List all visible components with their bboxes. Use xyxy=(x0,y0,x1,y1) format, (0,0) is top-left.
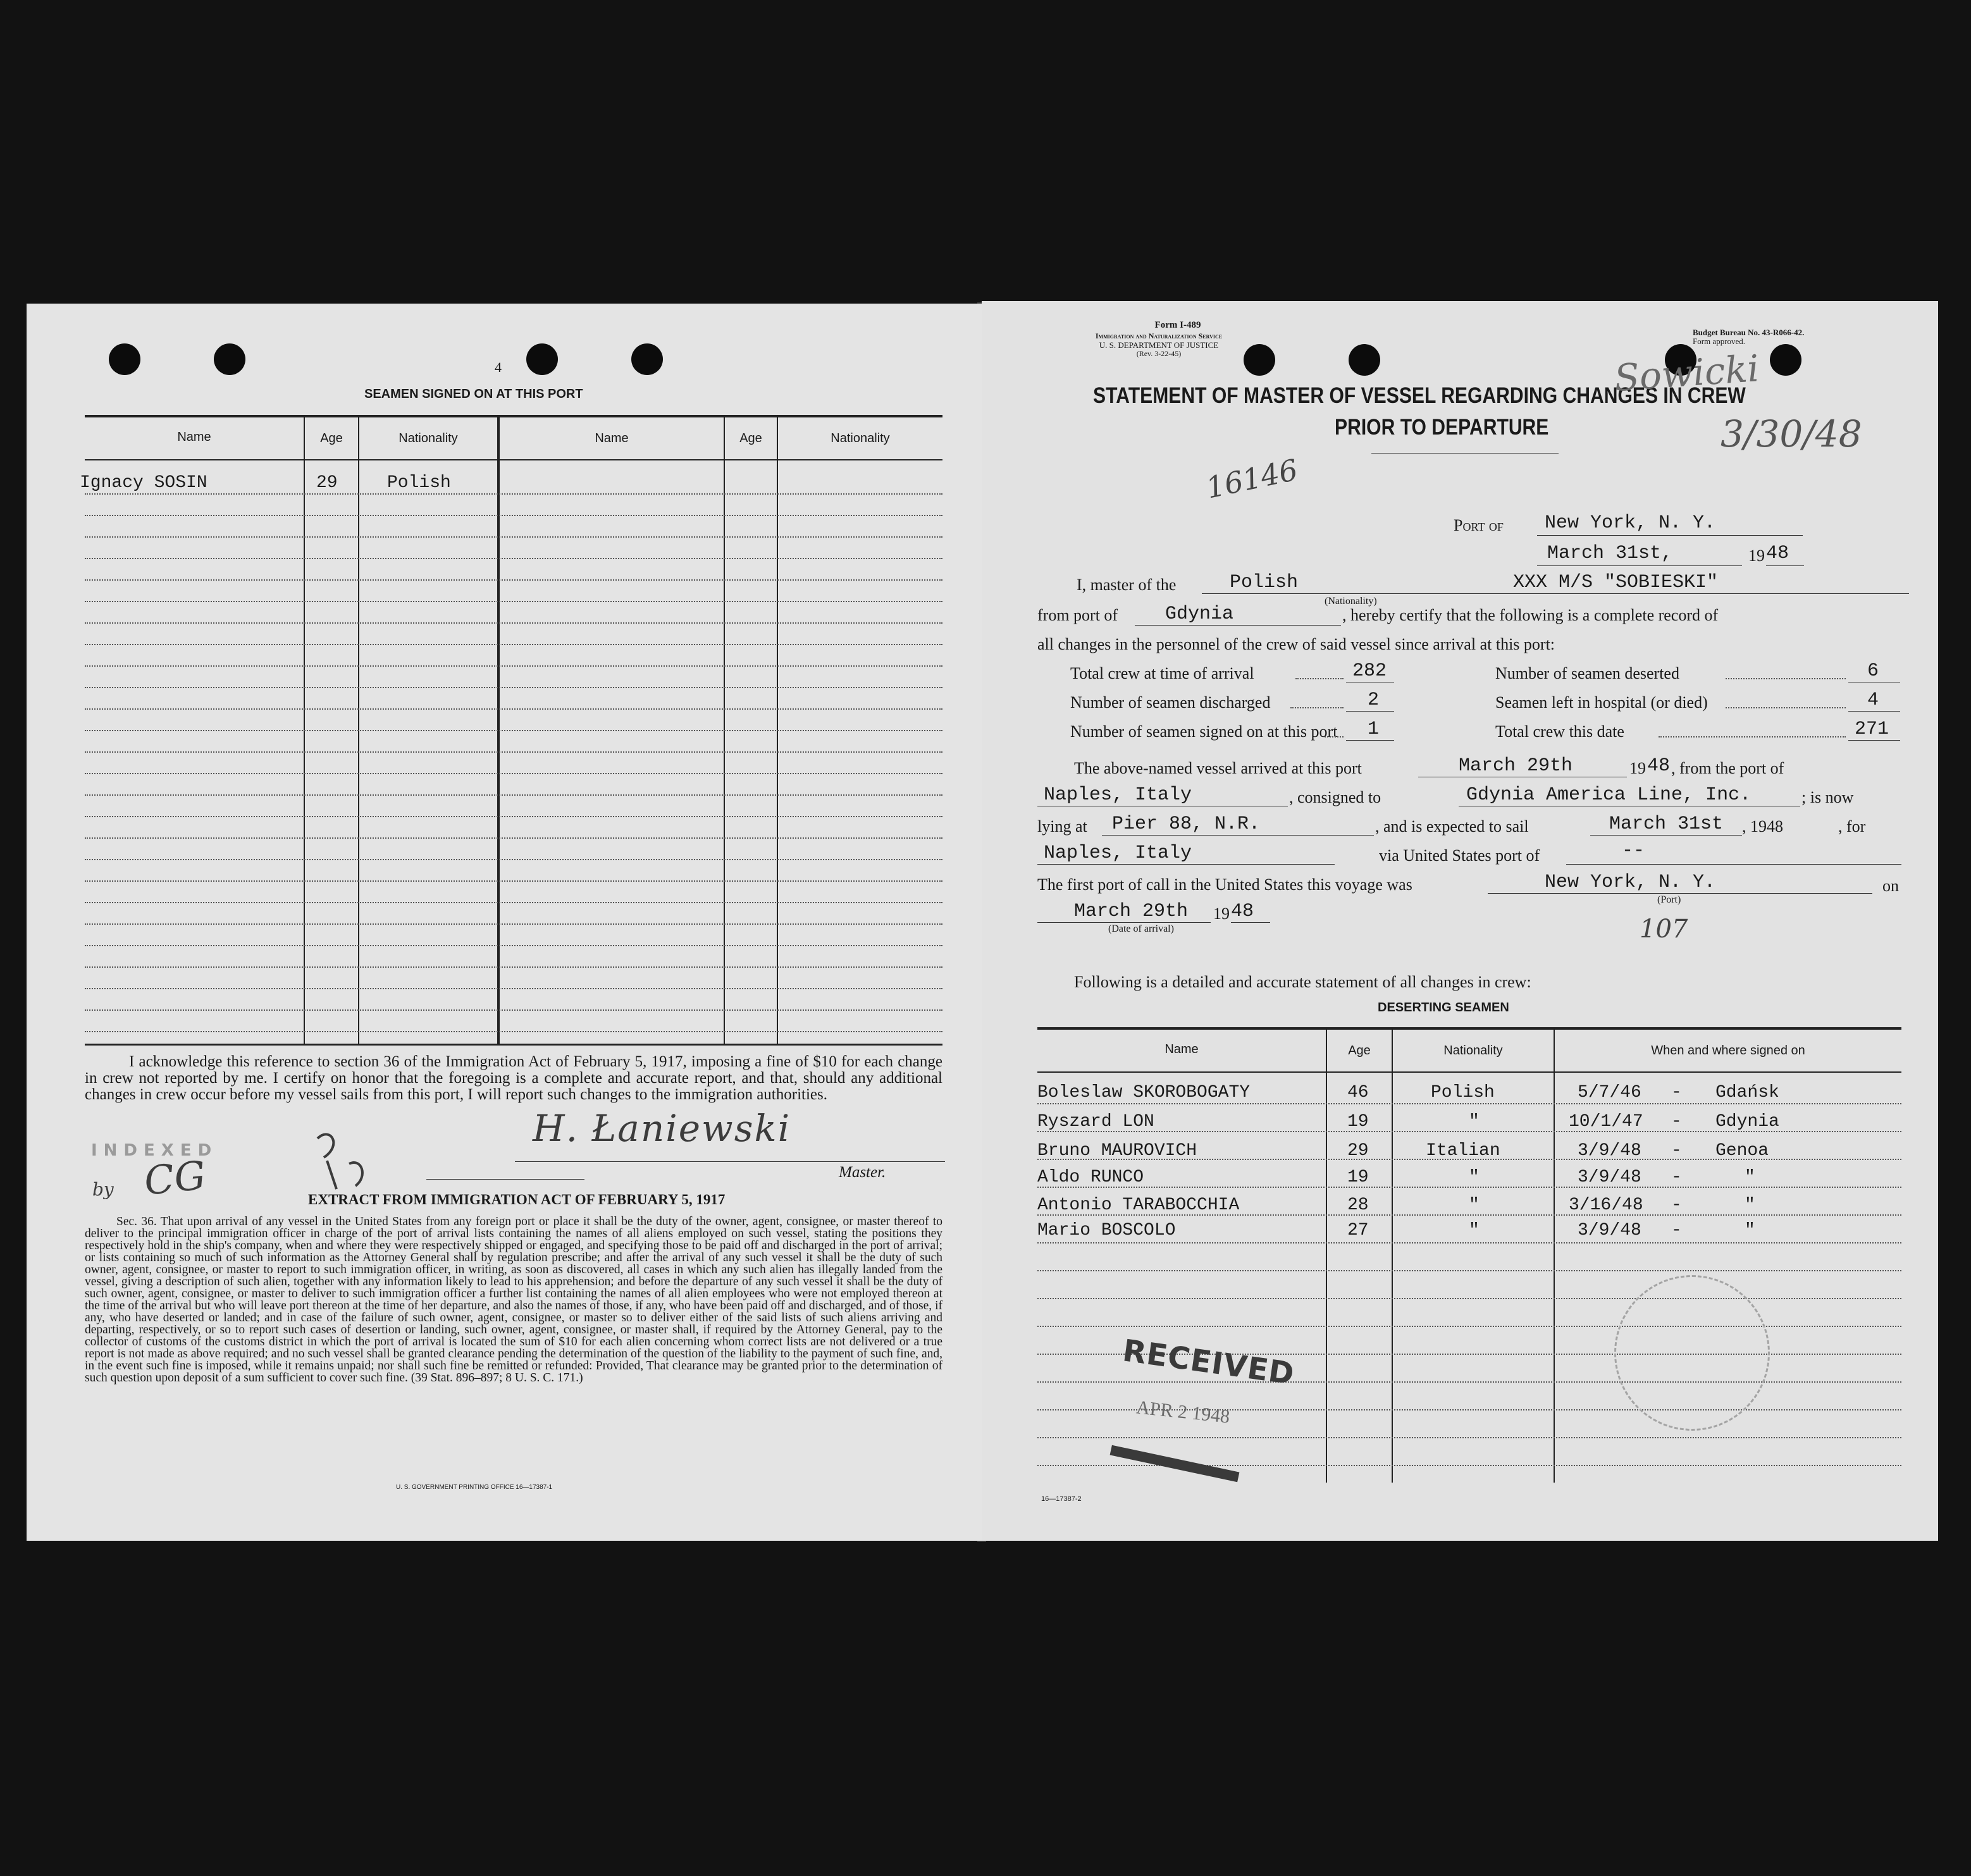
ruled-line xyxy=(85,644,942,645)
ruled-line xyxy=(85,859,942,860)
first-port-label: The first port of call in the United States this voyage was xyxy=(1037,875,1412,894)
received-stamp: RECEIVED xyxy=(1120,1333,1297,1392)
lying-value: Pier 88, N.R. xyxy=(1112,813,1261,835)
arrived-label: The above-named vessel arrived at this port xyxy=(1074,759,1362,777)
ruled-line xyxy=(85,687,942,688)
stat-label: Total crew at time of arrival xyxy=(1070,664,1254,682)
deserter-nationality: " xyxy=(1469,1112,1480,1132)
signed-on-place: " xyxy=(1745,1221,1755,1240)
ruled-line xyxy=(1037,1381,1901,1383)
form-footer: 16—17387-2 xyxy=(1041,1495,1082,1503)
punch-hole xyxy=(214,343,245,375)
stat-value: 271 xyxy=(1855,719,1889,740)
sail-year: , 1948 xyxy=(1742,817,1783,836)
page-number: 4 xyxy=(495,359,502,375)
ruled-line xyxy=(85,923,942,925)
col-header: Nationality xyxy=(399,431,458,445)
ruled-line xyxy=(85,902,942,903)
deserter-name: Boleslaw SKOROBOGATY xyxy=(1037,1083,1251,1102)
date-caption: (Date of arrival) xyxy=(1108,923,1174,934)
signed-on-place: Gdynia xyxy=(1715,1112,1779,1132)
deserter-age: 29 xyxy=(1347,1141,1369,1161)
deserter-age: 27 xyxy=(1347,1221,1369,1240)
ruled-line xyxy=(85,794,942,796)
extract-text: Sec. 36. That upon arrival of any vessel in the United States from any foreign port or place it shall be the duty of the owner, agent, consignee, or master thereof to deliver to the principal immigration officer in charge of the port of arrival lists containing the names of all aliens employed on such vessel, stating the positions they respectively hold in the ship's company, when and where they were respectively shipped or engaged, and specifying those to be paid off and discharged in the port of arrival; or lists containing so much of such information as the Attorney General shall by regulation prescribe; and after the arrival of any such vessel it shall be the duty of such owner, agent, consignee, or master to report to such immigration officer, in writing, as soon as discovered, all cases in which any such alien has illegally landed from the vessel, giving a description of such alien, together with any information likely to lead to his apprehension; and before the departure of any such vessel it shall be the duty of such owner, agent, consignee, or master to deliver to such immigration officer a further list containing the names of all alien employees who were not employed thereon at the time of the arrival but who will leave port thereon at the time of her departure, and also the names of those, if any, who have been paid off and discharged, and of those, if any, who have deserted or landed; and in case of the failure of such owner, agent, consignee, or master so to deliver either of the said lists of such aliens arriving and departing, respectively, or so to report such cases of desertion or landing, such owner, agent, consignee, or master shall, if required by the Attorney General, pay to the collector of customs of the customs district in which the port of arrival is located the sum of $10 for each alien concerning whom correct lists are not delivered or a true report is not made as above required; and no such vessel shall be granted clearance pending the determination of the question of the liability to the payment of such fine, and, in the event such fine is imposed, while it remains unpaid; nor shall such fine be remitted or refunded: Provided, That clearance may be granted prior to the determination of such question upon deposit of a sum sufficient to cover such fine. (39 Stat. 896–897; 8 U. S. C. 171.) xyxy=(85,1215,942,1385)
deserter-nationality: " xyxy=(1469,1221,1480,1240)
ruled-line xyxy=(85,622,942,624)
seaman-age: 29 xyxy=(316,473,338,493)
from-port-text: , from the port of xyxy=(1671,759,1784,777)
ruled-line xyxy=(1037,1326,1901,1327)
deserter-nationality: Italian xyxy=(1426,1141,1500,1161)
stat-value: 1 xyxy=(1368,719,1380,740)
col-header: Name xyxy=(595,431,629,445)
ruled-line xyxy=(85,665,942,667)
seaman-name: Ignacy SOSIN xyxy=(80,473,207,493)
punch-hole xyxy=(1349,344,1380,376)
department-name: U. S. DEPARTMENT OF JUSTICE xyxy=(1099,340,1219,350)
handwritten-date: 3/30/48 xyxy=(1721,412,1862,455)
ruled-line xyxy=(85,1009,942,1011)
year-prefix: 19 xyxy=(1748,546,1765,565)
punch-hole xyxy=(109,343,140,375)
consigned-label: , consigned to xyxy=(1289,788,1381,806)
on-label: on xyxy=(1882,877,1899,895)
initials-mark xyxy=(292,1126,406,1202)
ruled-line xyxy=(85,816,942,817)
signed-on-dash: - xyxy=(1671,1083,1682,1102)
stat-label: Total crew this date xyxy=(1495,722,1624,741)
destination: Naples, Italy xyxy=(1044,842,1192,864)
col-header: Age xyxy=(320,431,343,445)
deserter-nationality: " xyxy=(1469,1168,1480,1187)
signed-on-place: " xyxy=(1745,1168,1755,1187)
following-text: Following is a detailed and accurate statement of all changes in crew: xyxy=(1074,973,1531,991)
indexed-stamp: INDEXED xyxy=(91,1141,218,1160)
first-port-value: New York, N. Y. xyxy=(1545,872,1716,893)
year-value: 48 xyxy=(1766,543,1789,564)
form-approved: Form approved. xyxy=(1693,336,1746,346)
deserter-nationality: Polish xyxy=(1431,1083,1495,1102)
ruled-line xyxy=(1037,1270,1901,1271)
ruled-line xyxy=(85,730,942,731)
ruled-line xyxy=(85,945,942,946)
stat-label: Number of seamen signed on at this port xyxy=(1070,722,1338,741)
signed-on-date: 3/9/48 xyxy=(1578,1168,1641,1187)
handwritten-number: 16146 xyxy=(1202,452,1301,505)
punch-hole xyxy=(526,343,558,375)
sail-label: , and is expected to sail xyxy=(1375,817,1529,836)
col-header: Age xyxy=(739,431,762,445)
stat-label: Seamen left in hospital (or died) xyxy=(1495,693,1708,712)
seaman-nationality: Polish xyxy=(387,473,451,493)
ruled-line xyxy=(85,751,942,753)
lying-label: lying at xyxy=(1037,817,1087,836)
master-of-label: I, master of the xyxy=(1077,576,1177,594)
via-value: -- xyxy=(1622,840,1645,861)
vessel-name: XXX M/S "SOBIESKI" xyxy=(1513,572,1719,593)
deserter-nationality: " xyxy=(1469,1195,1480,1215)
seal-stamp xyxy=(1614,1275,1770,1431)
signed-on-date: 3/9/48 xyxy=(1578,1141,1641,1161)
stat-value: 6 xyxy=(1867,660,1879,682)
stat-label: Number of seamen deserted xyxy=(1495,664,1679,682)
ruled-line xyxy=(1037,1103,1901,1104)
deserter-name: Aldo RUNCO xyxy=(1037,1168,1144,1187)
right-page: Form I-489 Immigration and Naturalization Service U. S. DEPARTMENT OF JUSTICE (Rev. 3-22-45) Budget Bureau No. 43-R066-42. Form approved. STATEMENT OF MASTER OF VESSEL REGARDING CHANGES IN CREW PRIOR TO DEPARTURE Sowicki 3/30/48 16146 Port of New York, N. Y. March 31st, 19 48 I, master of the Polish (Nationality) XXX M/S "SOBIESKI" from port of Gdynia , hereby certify that the following is a complete record of all changes in the personnel of the crew of said vessel since arrival at this port: Total crew at time of arrival 282 Number of seamen discharged 2 Number of seamen signed on at this port 1 Number of seamen deserted 6 Seamen left in hospital (or died) 4 Total crew this date 271 The above-named vessel arrived at this port March 29th 19 48 , from the port of Naples, Italy , consigned to Gdynia America Line, Inc. ; is now lying at Pier 88, N.R. , and is expected to sail March 31st , 1948 , for Naples, Italy via United States port of -- The first port of call in the United States this voyage was New York, N. Y. (Port) on March 29th (Date of arrival) 19 48 107 Following is a detailed and accurate statement of all changes in crew: DESERTING SEAMEN Name Age Nationality When and where signed on Boleslaw SKOROBOGATY 46 Polish 5/7/46 - Gdańsk Ryszard LON 19 " 10/1/47 - Gdynia Bruno MAUROVICH 29 Italian 3/9/48 - Genoa Aldo RUNCO 19 " 3/9/48 - " Antonio TARABOCCHIA 28 " 3/16/48 - " Mario BOSCOLO 27 " 3/9/48 - " RECEIVED APR 2 1948 16—17387-2 xyxy=(982,301,1938,1541)
ruled-line xyxy=(85,837,942,839)
signed-on-date: 5/7/46 xyxy=(1578,1083,1641,1102)
signed-on-place: " xyxy=(1745,1195,1755,1215)
deserting-title: DESERTING SEAMEN xyxy=(1378,1001,1509,1015)
arrived-date: March 29th xyxy=(1459,755,1573,777)
col-header: Nationality xyxy=(831,431,890,445)
ruled-line xyxy=(85,773,942,774)
deserter-name: Ryszard LON xyxy=(1037,1112,1154,1132)
ruled-line xyxy=(85,601,942,602)
col-header: Name xyxy=(177,430,211,444)
by-label: by xyxy=(92,1179,114,1200)
ruled-line xyxy=(1037,1437,1901,1438)
deserter-name: Bruno MAUROVICH xyxy=(1037,1141,1197,1161)
port-caption: (Port) xyxy=(1657,894,1681,905)
deserter-age: 19 xyxy=(1347,1112,1369,1132)
port-label: Port of xyxy=(1454,516,1504,534)
origin-port: Naples, Italy xyxy=(1044,784,1192,806)
via-label: via United States port of xyxy=(1379,846,1540,865)
vessel-nationality: Polish xyxy=(1230,572,1299,593)
deserter-age: 19 xyxy=(1347,1168,1369,1187)
form-number: Form I-489 xyxy=(1154,320,1201,330)
master-label: Master. xyxy=(839,1164,886,1181)
ruled-line xyxy=(85,493,942,495)
is-now-text: ; is now xyxy=(1801,788,1854,806)
signed-on-dash: - xyxy=(1671,1195,1682,1215)
form-title-line1: STATEMENT OF MASTER OF VESSEL REGARDING CHANGES IN CREW xyxy=(1093,383,1746,408)
signed-on-dash: - xyxy=(1671,1112,1682,1132)
left-page xyxy=(27,304,982,1541)
date-value: March 31st, xyxy=(1547,543,1673,564)
punch-hole xyxy=(1770,344,1801,376)
handwritten-name: Sowicki xyxy=(1612,347,1761,400)
clerk-initials: CG xyxy=(142,1152,208,1204)
deserter-age: 46 xyxy=(1347,1083,1369,1102)
ruled-line xyxy=(85,579,942,581)
ruled-line xyxy=(85,1031,942,1032)
signed-on-place: Genoa xyxy=(1715,1141,1769,1161)
from-port-label: from port of xyxy=(1037,606,1118,624)
col-header: Age xyxy=(1348,1044,1371,1058)
ruled-line xyxy=(85,558,942,559)
stat-label: Number of seamen discharged xyxy=(1070,693,1271,712)
received-date-stamp: APR 2 1948 xyxy=(1135,1397,1231,1428)
ruled-line xyxy=(1037,1242,1901,1243)
ruled-line xyxy=(85,708,942,710)
from-port-value: Gdynia xyxy=(1165,603,1234,625)
deserter-name: Antonio TARABOCCHIA xyxy=(1037,1195,1240,1215)
sail-date: March 31st xyxy=(1609,813,1724,835)
extract-title: EXTRACT FROM IMMIGRATION ACT OF FEBRUARY 5, 1917 xyxy=(308,1192,726,1207)
signed-on-place: Gdańsk xyxy=(1715,1083,1779,1102)
for-label: , for xyxy=(1838,817,1866,836)
ruled-line xyxy=(85,536,942,538)
agency-name: Immigration and Naturalization Service xyxy=(1095,331,1223,340)
ruled-line xyxy=(1037,1298,1901,1299)
col-header: Nationality xyxy=(1443,1044,1503,1058)
stat-value: 282 xyxy=(1352,660,1387,682)
col-header: Name xyxy=(1165,1042,1199,1056)
arrived-year: 48 xyxy=(1647,755,1671,777)
ruled-line xyxy=(85,966,942,968)
printer-imprint: U. S. GOVERNMENT PRINTING OFFICE 16—17387-1 xyxy=(396,1484,553,1491)
signed-on-dash: - xyxy=(1671,1168,1682,1187)
port-value: New York, N. Y. xyxy=(1545,512,1716,534)
ruled-line xyxy=(85,515,942,516)
punch-hole xyxy=(631,343,663,375)
ruled-line xyxy=(85,880,942,882)
signed-on-dash: - xyxy=(1671,1221,1682,1240)
acknowledgement-text: I acknowledge this reference to section 36 of the Immigration Act of February 5, 1917, imposing a fine of $10 for each change in crew not reported by me. I certify on honor that the foregoing is a complete and accurate report, and that, should any additional changes in crew occur before my vessel sails from this port, I will report such changes to the immigration authorities. xyxy=(85,1053,942,1103)
certify-text-2: all changes in the personnel of the crew of said vessel since arrival at this port: xyxy=(1037,635,1555,653)
signed-on-dash: - xyxy=(1671,1141,1682,1161)
signed-on-date: 3/9/48 xyxy=(1578,1221,1641,1240)
stat-value: 4 xyxy=(1867,689,1879,711)
section-title: SEAMEN SIGNED ON AT THIS PORT xyxy=(364,387,583,401)
nationality-caption: (Nationality) xyxy=(1325,596,1377,607)
ruled-line xyxy=(85,988,942,989)
master-signature: H. Łaniewski xyxy=(533,1107,791,1150)
first-arrival-date: March 29th xyxy=(1074,901,1189,922)
handwritten-107: 107 xyxy=(1640,915,1688,944)
smudged-stamp xyxy=(1110,1445,1240,1482)
certify-text: , hereby certify that the following is a complete record of xyxy=(1342,606,1719,624)
consignee: Gdynia America Line, Inc. xyxy=(1466,784,1752,806)
signed-on-date: 3/16/48 xyxy=(1569,1195,1643,1215)
deserter-age: 28 xyxy=(1347,1195,1369,1215)
signed-on-date: 10/1/47 xyxy=(1569,1112,1643,1132)
col-header: When and where signed on xyxy=(1651,1044,1805,1058)
first-arrival-year: 48 xyxy=(1231,901,1254,922)
budget-bureau: Budget Bureau No. 43-R066-42. xyxy=(1693,328,1805,337)
revision-date: (Rev. 3-22-45) xyxy=(1136,349,1182,358)
form-title-line2: PRIOR TO DEPARTURE xyxy=(1335,415,1549,440)
deserter-name: Mario BOSCOLO xyxy=(1037,1221,1176,1240)
stat-value: 2 xyxy=(1368,689,1380,711)
